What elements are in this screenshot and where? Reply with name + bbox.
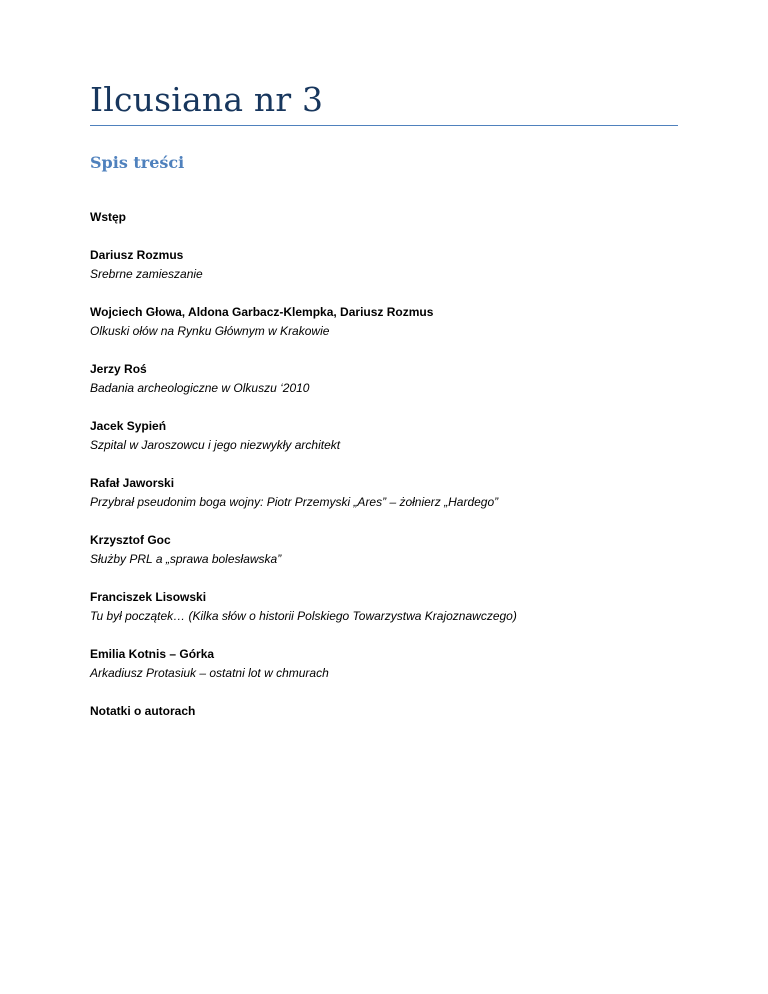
toc-entry-title: Wstęp: [90, 210, 126, 224]
toc-entry: [90, 360, 690, 398]
toc-entry-author: Jacek Sypień: [90, 419, 167, 433]
toc-entry-work: Olkuski ołów na Rynku Głównym w Krakowie: [90, 324, 330, 338]
toc-entry-work: Przybrał pseudonim boga wojny: Piotr Przemyski „Ares” – żołnierz „Hardego”: [90, 495, 499, 509]
toc-entry-author: Wojciech Głowa, Aldona Garbacz-Klempka, Dariusz Rozmus: [90, 305, 434, 319]
toc-entry: [90, 303, 690, 341]
toc-entry-author: Rafał Jaworski: [90, 476, 175, 490]
toc-entry-author: Emilia Kotnis – Górka: [90, 647, 215, 661]
toc-entry: [90, 531, 690, 569]
toc-heading: Spis treści: [90, 153, 185, 172]
document-title: Ilcusiana nr 3: [90, 80, 324, 119]
toc-entry: [90, 702, 690, 721]
toc-entry-work: Szpital w Jaroszowcu i jego niezwykły architekt: [90, 438, 341, 452]
toc-entry-author: Dariusz Rozmus: [90, 248, 184, 262]
toc-entry: [90, 645, 690, 683]
toc-entry: [90, 417, 690, 455]
toc-entry-title: Notatki o autorach: [90, 704, 196, 718]
toc-entry-work: Arkadiusz Protasiuk – ostatni lot w chmurach: [90, 666, 329, 680]
toc-entry-author: Jerzy Roś: [90, 362, 147, 376]
toc-entry-author: Franciszek Lisowski: [90, 590, 207, 604]
toc-entry-author: Krzysztof Goc: [90, 533, 171, 547]
toc-entry-work: Srebrne zamieszanie: [90, 267, 203, 281]
title-underline: [90, 125, 678, 126]
toc-entry: [90, 588, 690, 626]
table-of-contents: [90, 208, 690, 740]
toc-entry: [90, 208, 690, 227]
toc-entry: [90, 246, 690, 284]
toc-entry: [90, 474, 690, 512]
toc-entry-work: Służby PRL a „sprawa bolesławska”: [90, 552, 282, 566]
toc-entry-work: Badania archeologiczne w Olkuszu ‘2010: [90, 381, 310, 395]
toc-entry-work: Tu był początek… (Kilka słów o historii Polskiego Towarzystwa Krajoznawczego): [90, 609, 517, 623]
